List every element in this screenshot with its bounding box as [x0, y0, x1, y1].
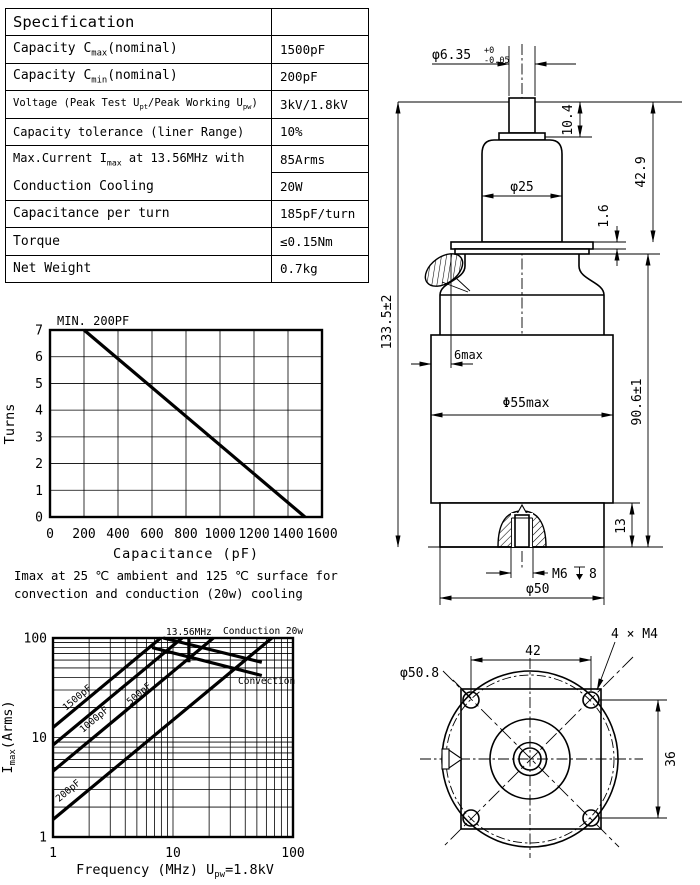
spec-row: [6, 255, 369, 282]
spec-table-title: Specification: [6, 9, 272, 36]
flange-lip: [455, 249, 589, 254]
dim-total-height: 133.5±2: [380, 294, 395, 350]
mounting-flange: [451, 242, 593, 249]
spec-value-cell: 20W: [272, 173, 369, 200]
shaft-collar: [499, 133, 545, 140]
y-tick-label: 4: [35, 403, 43, 419]
dim-flange-inset: 6max: [454, 348, 483, 362]
mounting-hole: [583, 692, 599, 708]
series-label: 500pF: [124, 680, 154, 708]
y-tick-label: 1: [39, 830, 47, 846]
spec-value-cell: 3kV/1.8kV: [272, 91, 369, 118]
spec-value-cell: 185pF/turn: [272, 200, 369, 227]
x-tick-label: 10: [165, 846, 181, 861]
spec-header-empty-cell: [272, 9, 369, 36]
dim-shaft-length: 10.4: [561, 104, 576, 136]
spec-label-cell: Max.Current $I_{max}$ at 13.56MHz with: [6, 145, 272, 172]
y-tick-label: 5: [35, 376, 43, 392]
dim-shaft-dia-tol-minus: -0.05: [484, 56, 510, 66]
y-tick-label: 10: [31, 731, 47, 746]
x-tick-label: 1600: [306, 527, 338, 542]
spec-row: [6, 91, 369, 118]
chart-caption-line2: convection and conduction (20w) cooling: [14, 587, 303, 601]
x-tick-label: 1200: [238, 527, 270, 542]
spec-label-cell: Net Weight: [6, 255, 272, 282]
dim-body-height: 90.6±1: [630, 378, 645, 426]
dim-upper-height: 42.9: [634, 156, 649, 188]
x-tick-label: 1: [49, 846, 57, 861]
y-tick-label: 2: [35, 457, 43, 473]
x-tick-label: 0: [46, 527, 54, 542]
y-tick-label: 100: [23, 631, 47, 647]
spec-label-cell: Capacity $C_{max}(nominal)$: [6, 36, 272, 63]
x-tick-label: 800: [174, 527, 198, 542]
convection-label: Convection: [238, 676, 296, 687]
dim-shaft-dia-tol-plus: +0: [484, 46, 495, 56]
x-tick-label: 600: [140, 527, 164, 542]
dim-bolt-circle: φ50.8: [400, 666, 440, 681]
y-tick-label: 3: [35, 430, 43, 446]
dim-body-dia: Φ55max: [502, 396, 550, 411]
turns-chart-xlabel: Capacitance (pF): [112, 546, 260, 562]
spec-value-cell: 1500pF: [272, 36, 369, 63]
y-tick-label: 0: [35, 510, 43, 526]
freq-marker-label: 13.56MHz: [166, 627, 212, 638]
series-label: 200pF: [53, 777, 83, 805]
spec-row: [6, 200, 369, 227]
turns-chart-ylabel: Turns: [2, 403, 18, 445]
spec-label-cell: Voltage (Peak Test $U_{pt}$/Peak Working $U_{pw}$): [6, 91, 272, 118]
dim-bottom-height: 13: [614, 518, 629, 534]
spec-label-cell: Capacity tolerance (liner Range): [6, 118, 272, 145]
pinch-off-tab-end: [442, 749, 449, 769]
spec-label-cell: Conduction Cooling: [6, 173, 272, 200]
spec-value-cell: 0.7kg: [272, 255, 369, 282]
spec-row: [6, 36, 369, 63]
x-tick-label: 1400: [272, 527, 304, 542]
spec-row: [6, 118, 369, 145]
spec-row: [6, 145, 369, 172]
turns-line: [84, 330, 305, 517]
dim-shaft-dia: φ6.35: [432, 48, 472, 63]
capacitor-bottom-view-drawing: [395, 618, 700, 885]
freq-chart-xlabel: Frequency (MHz) $U_{pw}=1.8kV$: [76, 862, 274, 880]
x-tick-label: 100: [281, 846, 305, 861]
dim-hole-spacing-x: 42: [525, 644, 541, 659]
spec-label-cell: Capacitance per turn: [6, 200, 272, 227]
dim-flange-thickness: 1.6: [597, 204, 612, 228]
dim-thread-depth: 8: [589, 567, 597, 582]
conduction-label: Conduction 20w: [223, 626, 304, 637]
drive-shaft: [509, 98, 535, 133]
y-tick-label: 7: [35, 323, 43, 339]
series-label: 1000pF: [77, 704, 112, 736]
x-tick-label: 400: [106, 527, 130, 542]
mounting-hole: [583, 810, 599, 826]
dim-upper-dia: φ25: [510, 180, 534, 195]
spec-value-cell: 10%: [272, 118, 369, 145]
chart-caption-line1: Imax at 25 ℃ ambient and 125 ℃ surface for: [14, 569, 338, 583]
spec-row: [6, 173, 369, 200]
turns-chart-annotation: MIN. 200PF: [57, 314, 130, 328]
bell-taper-right: [579, 254, 604, 295]
series-label: 1500pF: [60, 682, 95, 714]
spec-header-row: [6, 9, 369, 36]
turns-vs-capacitance-chart: [0, 300, 360, 613]
y-tick-label: 1: [35, 483, 43, 499]
series-conduction-20w: [163, 638, 261, 662]
spec-value-cell: ≤0.15Nm: [272, 228, 369, 255]
dim-thread: M6: [552, 567, 568, 582]
spec-value-cell: 200pF: [272, 63, 369, 90]
spec-row: [6, 63, 369, 90]
y-tick-label: 6: [35, 350, 43, 366]
spec-table: [5, 8, 369, 283]
imax-vs-frequency-chart: [0, 615, 335, 885]
dim-holes-label: 4 × M4: [611, 627, 658, 642]
dim-hole-spacing-y: 36: [664, 751, 679, 767]
dim-bottom-dia: φ50: [526, 582, 550, 597]
spec-value-cell: 85Arms: [272, 145, 369, 172]
spec-label-cell: Capacity $C_{min}(nominal)$: [6, 63, 272, 90]
x-tick-label: 200: [72, 527, 96, 542]
x-tick-label: 1000: [204, 527, 236, 542]
leader-line: [597, 642, 615, 690]
spec-label-cell: Torque: [6, 228, 272, 255]
depth-symbol-icon: [574, 567, 585, 580]
spec-row: [6, 228, 369, 255]
pinch-off-tab: [449, 750, 462, 768]
freq-chart-ylabel: $I_{max}(Arms)$: [0, 700, 18, 774]
capacitor-side-view-drawing: [380, 30, 700, 615]
